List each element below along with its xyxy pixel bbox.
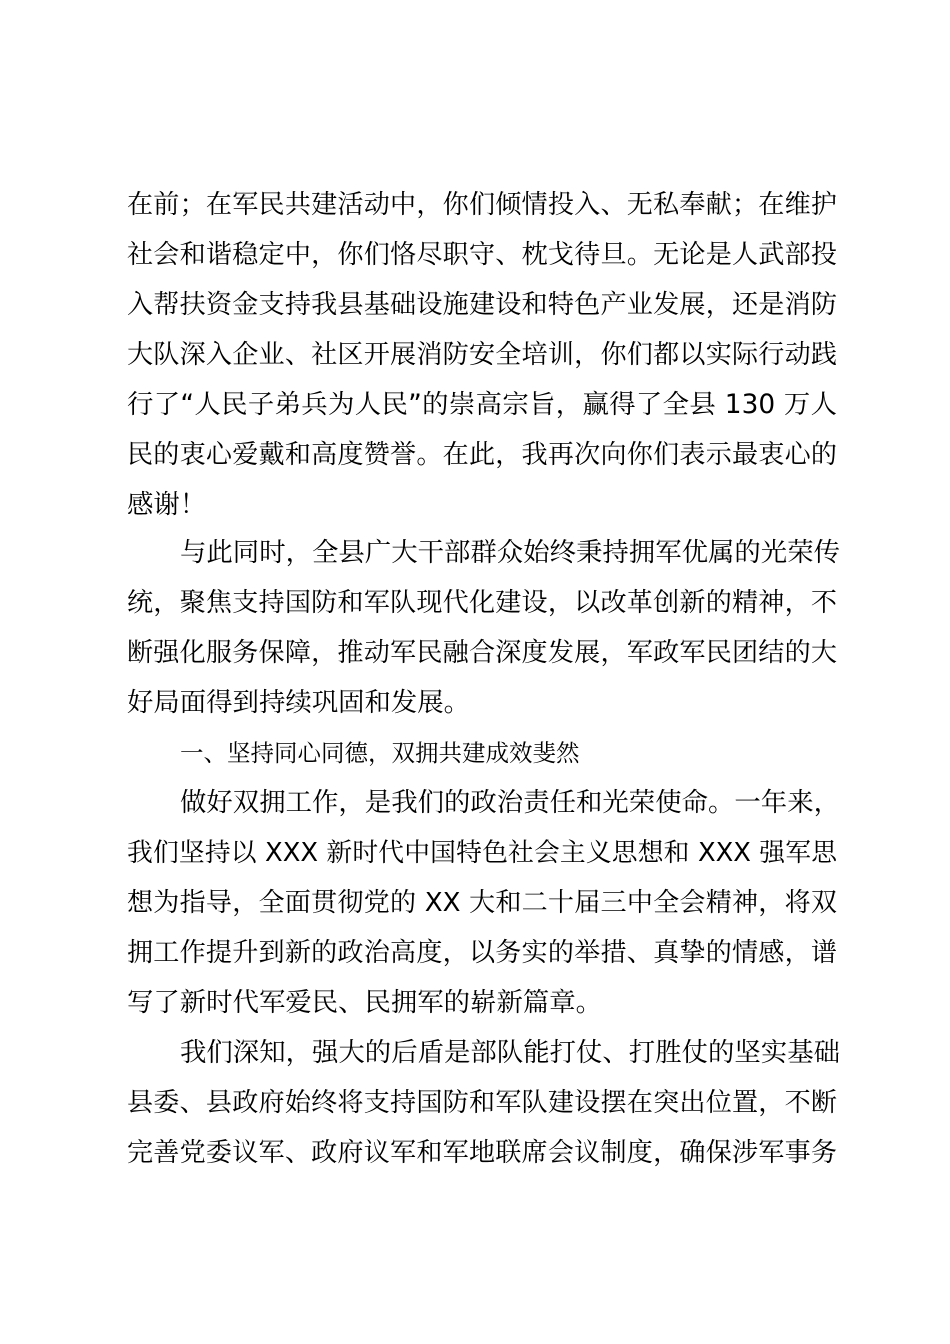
text-line: 断强化服务保障，推动军民融合深度发展，军政军民团结的大 — [127, 638, 837, 668]
text-line: 大队深入企业、社区开展消防安全培训，你们都以实际行动践 — [127, 340, 837, 370]
text-line: 写了新时代军爱民、民拥军的崭新篇章。 — [127, 987, 603, 1018]
text-line: 完善党委议军、政府议军和军地联席会议制度，确保涉军事务 — [127, 1138, 837, 1168]
text-line: 与此同时，全县广大干部群众始终秉持拥军优属的光荣传 — [180, 537, 840, 568]
text-line: 感谢！ — [127, 489, 207, 520]
text-line: 统，聚焦支持国防和军队现代化建设，以改革创新的精神，不 — [127, 588, 837, 618]
text-line: 我们深知，强大的后盾是部队能打仗、打胜仗的坚实基础 — [180, 1037, 840, 1068]
text-line: 做好双拥工作，是我们的政治责任和光荣使命。一年来， — [180, 787, 840, 818]
text-line: 我们坚持以 XXX 新时代中国特色社会主义思想和 XXX 强军思 — [127, 838, 837, 868]
text-line: 民的衷心爱戴和高度赞誉。在此，我再次向你们表示最衷心的 — [127, 440, 837, 470]
text-line: 想为指导，全面贯彻党的 XX 大和二十届三中全会精神，将双 — [127, 888, 837, 918]
text-line: 入帮扶资金支持我县基础设施建设和特色产业发展，还是消防 — [127, 290, 837, 320]
section-heading: 一、坚持同心同德，双拥共建成效斐然 — [180, 739, 580, 767]
text-line: 行了“人民子弟兵为人民”的崇高宗旨，赢得了全县 130 万人 — [127, 389, 837, 420]
text-line: 县委、县政府始终将支持国防和军队建设摆在突出位置，不断 — [127, 1088, 837, 1118]
text-line: 好局面得到持续巩固和发展。 — [127, 687, 471, 718]
text-line: 拥工作提升到新的政治高度，以务实的举措、真挚的情感，谱 — [127, 938, 837, 968]
text-line: 在前；在军民共建活动中，你们倾情投入、无私奉献；在维护 — [127, 190, 837, 220]
text-line: 社会和谐稳定中，你们恪尽职守、枕戈待旦。无论是人武部投 — [127, 240, 837, 270]
